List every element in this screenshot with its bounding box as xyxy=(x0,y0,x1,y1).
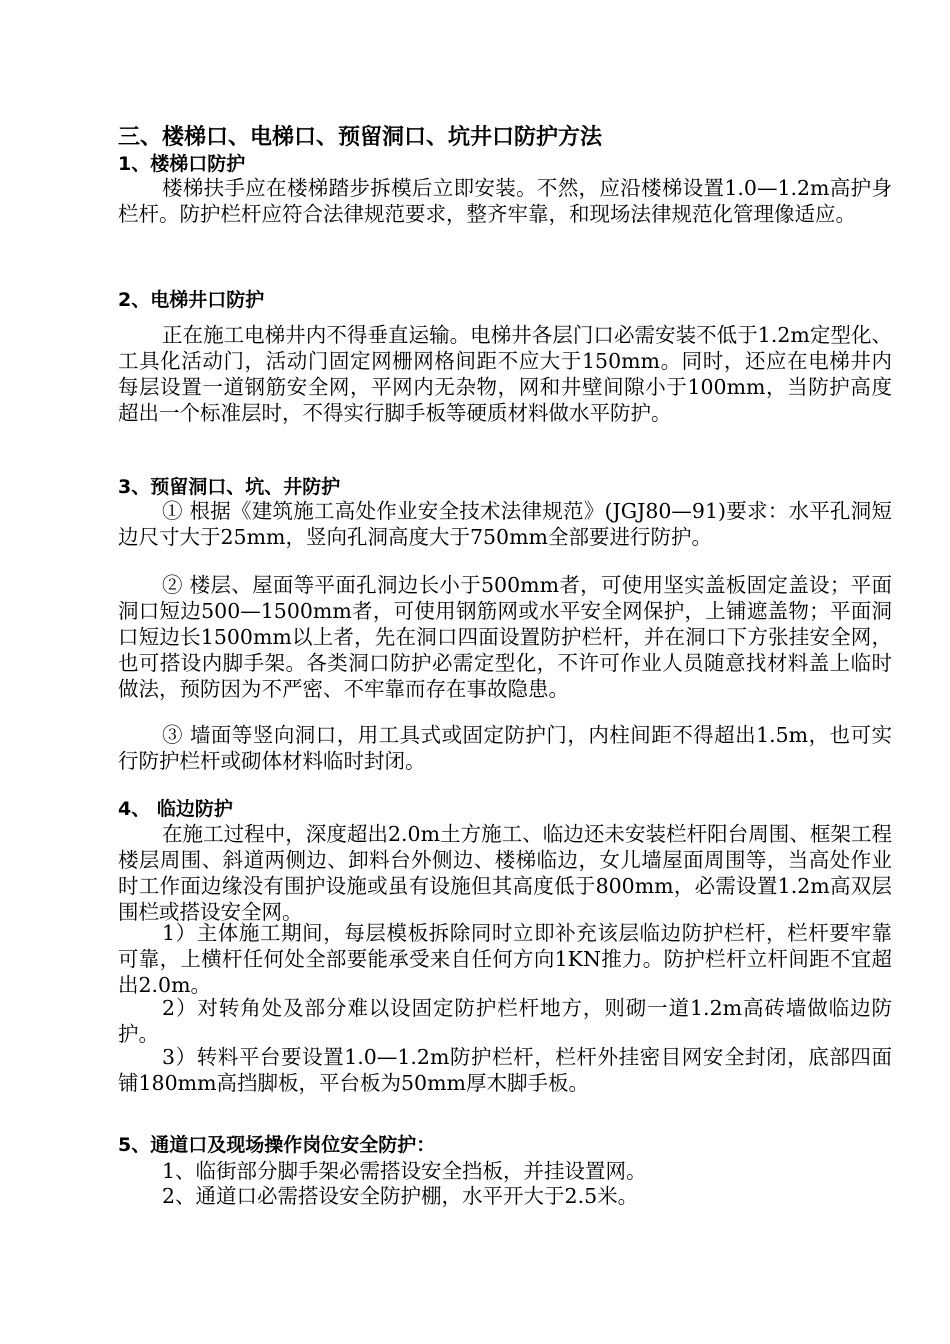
section-2-paragraph: 正在施工电梯井内不得垂直运输。电梯井各层门口必需安装不低于1.2m定型化、工具化活动门，活动门固定网栅网格间距不应大于150mm。同时，还应在电梯井内每层设置一道钢筋安全网，平网内无杂物，网和井壁间隙小于100mm，当防护高度超出一个标准层时，不得实行脚手板等硬质材料做水平防护。 xyxy=(118,323,892,425)
section-4-paragraph-4: 3）转料平台要设置1.0—1.2m防护栏杆，栏杆外挂密目网安全封闭，底部四面铺180mm高挡脚板，平台板为50mm厚木脚手板。 xyxy=(118,1045,892,1095)
section-4-heading: 4、 临边防护 xyxy=(118,798,233,820)
section-3-paragraph-3: ③ 墙面等竖向洞口，用工具式或固定防护门，内柱间距不得超出1.5m，也可实行防护栏杆或砌体材料临时封闭。 xyxy=(118,723,892,773)
section-5-item-2: 2、通道口必需搭设安全防护棚，水平开大于2.5米。 xyxy=(162,1184,639,1208)
document-title: 三、楼梯口、电梯口、预留洞口、坑井口防护方法 xyxy=(118,125,603,150)
section-3-heading: 3、预留洞口、坑、井防护 xyxy=(118,476,341,498)
section-4-paragraph-3: 2）对转角处及部分难以设固定防护栏杆地方，则砌一道1.2m高砖墙做临边防护。 xyxy=(118,996,892,1046)
section-1-heading: 1、楼梯口防护 xyxy=(118,153,246,175)
section-2-heading: 2、电梯井口防护 xyxy=(118,289,265,311)
section-3-paragraph-2: ② 楼层、屋面等平面孔洞边长小于500mm者，可使用坚实盖板固定盖设；平面洞口短边500—1500mm者，可使用钢筋网或水平安全网保护，上铺遮盖物；平面洞口短边长1500mm以上者，先在洞口四面设置防护栏杆，并在洞口下方张挂安全网，也可搭设内脚手架。各类洞口防护必需定型化，不许可作业人员随意找材料盖上临时做法，预防因为不严密、不牢靠而存在事故隐患。 xyxy=(118,573,892,701)
section-5-item-1: 1、临街部分脚手架必需搭设安全挡板，并挂设置网。 xyxy=(162,1159,647,1183)
section-4-paragraph-2: 1）主体施工期间，每层模板拆除同时立即补充该层临边防护栏杆，栏杆要牢靠可靠，上横杆任何处全部要能承受来自任何方向1KN推力。防护栏杆立杆间距不宜超出2.0m。 xyxy=(118,921,892,997)
section-1-paragraph: 楼梯扶手应在楼梯踏步拆模后立即安装。不然，应沿楼梯设置1.0—1.2m高护身栏杆。防护栏杆应符合法律规范要求，整齐牢靠，和现场法律规范化管理像适应。 xyxy=(118,176,892,226)
section-5-heading: 5、通道口及现场操作岗位安全防护： xyxy=(118,1134,436,1156)
section-4-paragraph-1: 在施工过程中，深度超出2.0m土方施工、临边还未安装栏杆阳台周围、框架工程楼层周围、斜道两侧边、卸料台外侧边、楼梯临边，女儿墙屋面周围等，当高处作业时工作面边缘没有围护设施或虽有设施但其高度低于800mm，必需设置1.2m高双层围栏或搭设安全网。 xyxy=(118,822,892,924)
section-3-paragraph-1: ① 根据《建筑施工高处作业安全技术法律规范》(JGJ80—91)要求：水平孔洞短边尺寸大于25mm，竖向孔洞高度大于750mm全部要进行防护。 xyxy=(118,499,892,549)
